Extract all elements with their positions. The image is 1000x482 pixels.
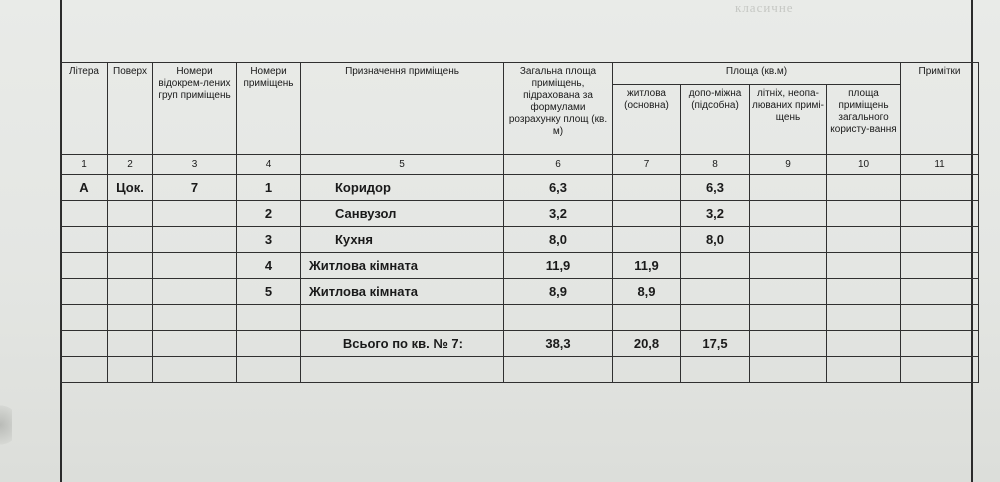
cell-nomer: 5: [237, 279, 301, 305]
table-row-empty: [61, 305, 979, 331]
cell-prymitky: [901, 227, 979, 253]
total-dopomizhna: 17,5: [681, 331, 750, 357]
header-zahalnoho: площа приміщень загального користу-вання: [827, 85, 901, 155]
table-row: [61, 201, 979, 227]
table-row: [61, 227, 979, 253]
cell-litera: [61, 253, 108, 279]
cell-zahalnoho: [827, 253, 901, 279]
column-number: 10: [827, 155, 901, 175]
cell-dopomizhna: 3,2: [681, 201, 750, 227]
cell-prymitky: [901, 175, 979, 201]
cell-zahalna: 8,9: [504, 279, 613, 305]
cell-dopomizhna: [681, 253, 750, 279]
cell-zahalna: 8,0: [504, 227, 613, 253]
column-number: 1: [61, 155, 108, 175]
cell-zhytlova: [613, 175, 681, 201]
cell-grupa: [153, 201, 237, 227]
header-litnikh: літніх, неопа-люваних примі-щень: [750, 85, 827, 155]
cell-zhytlova: 11,9: [613, 253, 681, 279]
cell-prymitky: [901, 279, 979, 305]
column-numbers-row: [61, 155, 979, 175]
column-number: 4: [237, 155, 301, 175]
cell-dopomizhna: [681, 279, 750, 305]
cell-zhytlova: [613, 227, 681, 253]
cell-poverkh: [108, 279, 153, 305]
column-number: 6: [504, 155, 613, 175]
cell-litera: [61, 279, 108, 305]
total-row: [61, 331, 979, 357]
cell-zahalna: 3,2: [504, 201, 613, 227]
total-zhytlova: 20,8: [613, 331, 681, 357]
cell-prymitky: [901, 201, 979, 227]
cell-nomer: 3: [237, 227, 301, 253]
table-row: [61, 279, 979, 305]
cell-zahalnoho: [827, 201, 901, 227]
column-number: 3: [153, 155, 237, 175]
header-pryznachennia: Призначення приміщень: [301, 63, 504, 155]
column-number: 8: [681, 155, 750, 175]
cell-poverkh: [108, 227, 153, 253]
cell-litera: [61, 201, 108, 227]
cell-litnikh: [750, 253, 827, 279]
cell-pryznachennia: Кухня: [301, 227, 504, 253]
cell-zhytlova: [613, 201, 681, 227]
cell-poverkh: Цок.: [108, 175, 153, 201]
cell-grupa: [153, 253, 237, 279]
cell-grupa: [153, 227, 237, 253]
table-row-empty: [61, 357, 979, 383]
column-number: 11: [901, 155, 979, 175]
paper-curl: [0, 400, 12, 450]
cell-grupa: 7: [153, 175, 237, 201]
cell-zahalnoho: [827, 175, 901, 201]
cell-zhytlova: 8,9: [613, 279, 681, 305]
cell-poverkh: [108, 253, 153, 279]
cell-litnikh: [750, 175, 827, 201]
header-poverkh: Поверх: [108, 63, 153, 155]
table-row: [61, 253, 979, 279]
cell-prymitky: [901, 253, 979, 279]
cell-pryznachennia: Житлова кімната: [301, 279, 504, 305]
header-litera: Літера: [61, 63, 108, 155]
cell-zahalna: 6,3: [504, 175, 613, 201]
column-number: 2: [108, 155, 153, 175]
header-dopomizhna: допо-міжна (підсобна): [681, 85, 750, 155]
cell-grupa: [153, 279, 237, 305]
cell-dopomizhna: 6,3: [681, 175, 750, 201]
cell-zahalnoho: [827, 279, 901, 305]
header-row-1: [61, 63, 979, 85]
header-plosha-group: Площа (кв.м): [613, 63, 901, 85]
header-nomery-grup: Номери відокрем-лених груп приміщень: [153, 63, 237, 155]
column-number: 7: [613, 155, 681, 175]
cell-dopomizhna: 8,0: [681, 227, 750, 253]
header-zhytlova: житлова (основна): [613, 85, 681, 155]
watermark-text: класичне: [735, 0, 794, 15]
table-row: [61, 175, 979, 201]
cell-nomer: 2: [237, 201, 301, 227]
cell-litera: [61, 227, 108, 253]
cell-pryznachennia: Санвузол: [301, 201, 504, 227]
cell-zahalna: 11,9: [504, 253, 613, 279]
header-zahalna-plosha: Загальна площа приміщень, підрахована за формулами розрахунку площ (кв. м): [504, 63, 613, 155]
cell-pryznachennia: Коридор: [301, 175, 504, 201]
cell-pryznachennia: Житлова кімната: [301, 253, 504, 279]
cell-litnikh: [750, 201, 827, 227]
total-zahalna: 38,3: [504, 331, 613, 357]
header-nomery-prymishchen: Номери приміщень: [237, 63, 301, 155]
column-number: 9: [750, 155, 827, 175]
column-number: 5: [301, 155, 504, 175]
cell-nomer: 1: [237, 175, 301, 201]
cell-nomer: 4: [237, 253, 301, 279]
total-label: Всього по кв. № 7:: [301, 331, 504, 357]
cell-litnikh: [750, 227, 827, 253]
cell-litnikh: [750, 279, 827, 305]
header-prymitky: Примітки: [901, 63, 979, 155]
cell-zahalnoho: [827, 227, 901, 253]
cell-litera: А: [61, 175, 108, 201]
cell-poverkh: [108, 201, 153, 227]
premises-table: [60, 62, 979, 383]
